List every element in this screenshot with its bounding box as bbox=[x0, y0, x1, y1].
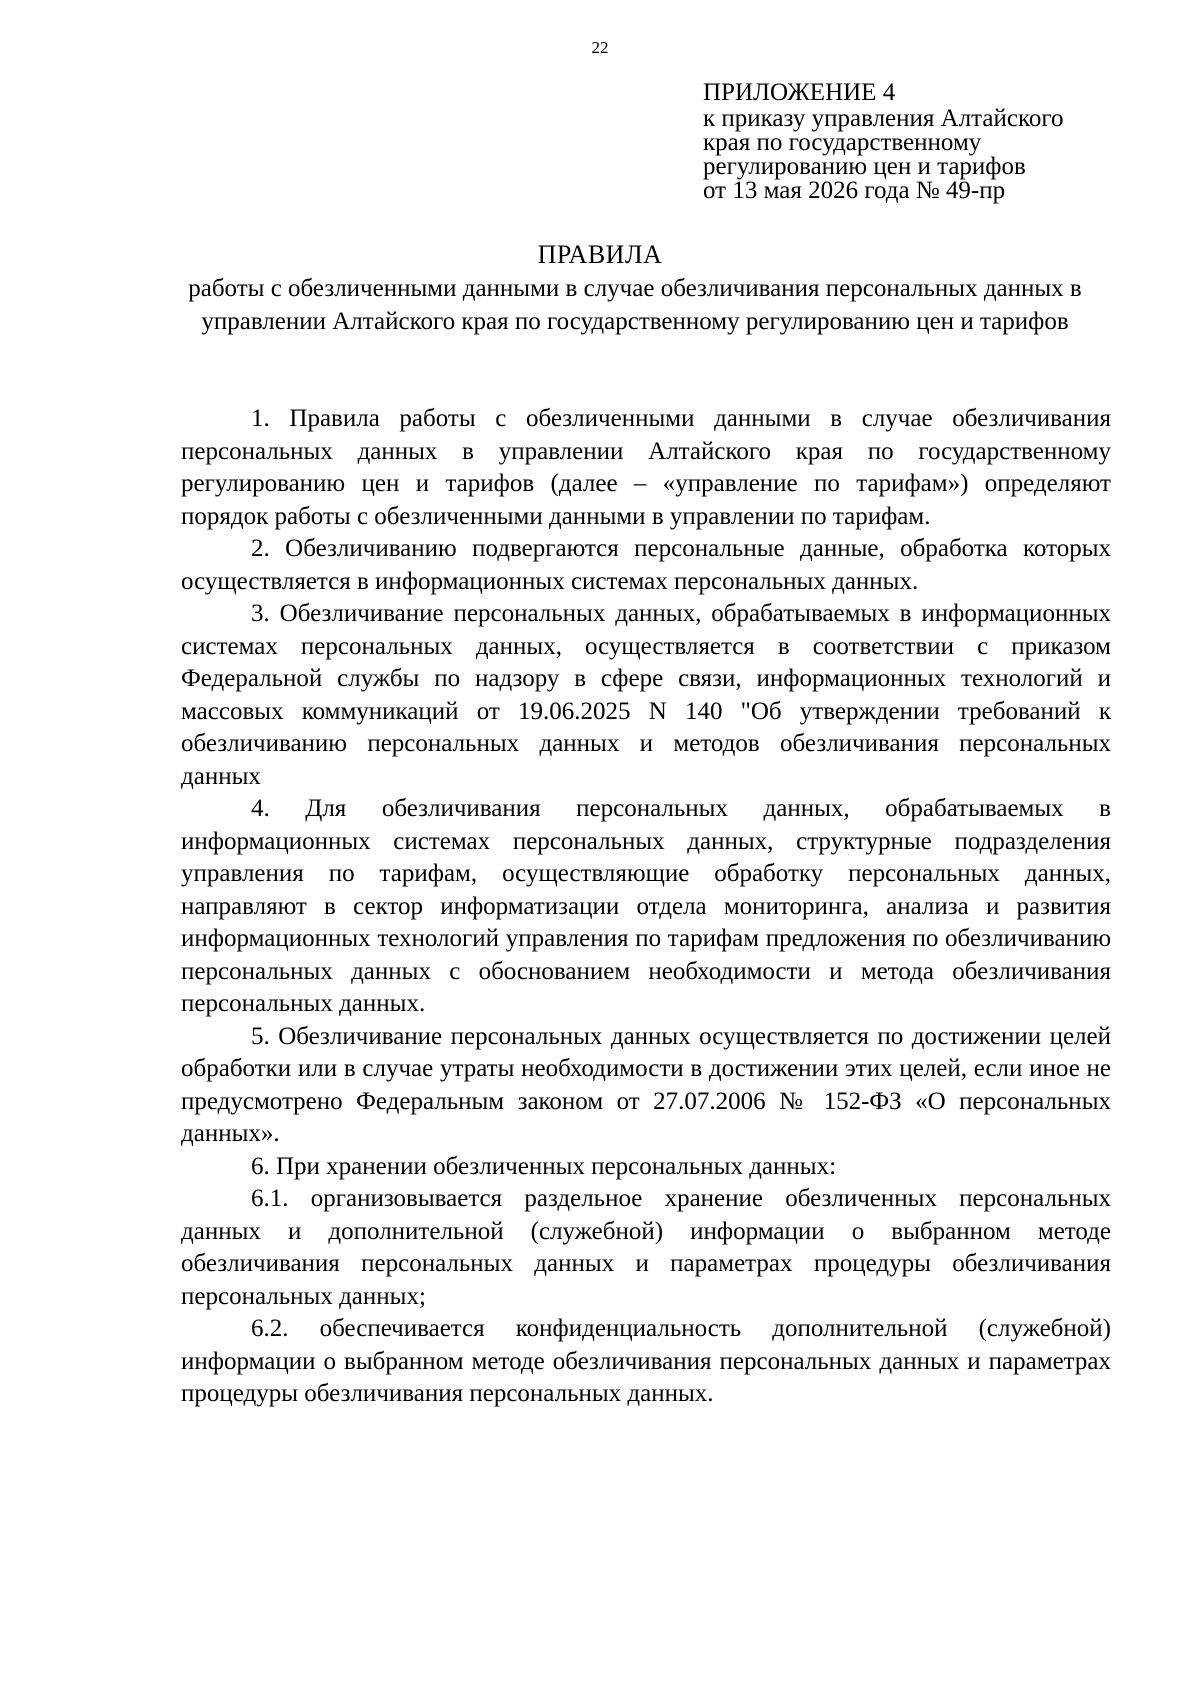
paragraph-6: 6. При хранении обезличенных персональных данных: bbox=[251, 1152, 837, 1180]
appendix-title: ПРИЛОЖЕНИЕ 4 bbox=[703, 79, 896, 106]
paragraph-3: 3. Обезличивание персональных данных, обрабатываемых в информационных системах персональных данных, осуществляется в соответствии с приказом Федеральной службы по надзору в сфере связи, информационных технологий и массовых коммуникаций от 19.06.2025 N 140 "Об утверждении требований к обезличиванию персональных данных и методов обезличивания персональных данных bbox=[181, 600, 1111, 790]
appendix-line: края по государственному bbox=[703, 129, 982, 156]
page-number: 22 bbox=[591, 38, 609, 57]
appendix-header bbox=[703, 79, 1173, 203]
document-body bbox=[181, 403, 1111, 1411]
document-subtitle: работы с обезличенными данными в случае обезличивания персональных данных в управлении Алтайского края по государственному регулированию цен и тарифов bbox=[188, 275, 1082, 335]
paragraph-6-2: 6.2. обеспечивается конфиденциальность дополнительной (служебной) информации о выбранном методе обезличивания персональных данных и параметрах процедуры обезличивания персональных данных. bbox=[181, 1315, 1111, 1407]
document-title: ПРАВИЛА bbox=[537, 240, 663, 269]
appendix-line: от 13 мая 2026 года № 49-пр bbox=[703, 177, 1006, 204]
appendix-line: к приказу управления Алтайского bbox=[703, 105, 1064, 132]
paragraph-2: 2. Обезличиванию подвергаются персональные данные, обработка которых осуществляется в информационных системах персональных данных. bbox=[181, 535, 1111, 595]
appendix-line: регулированию цен и тарифов bbox=[703, 153, 1026, 180]
paragraph-4: 4. Для обезличивания персональных данных, обрабатываемых в информационных системах персональных данных, структурные подразделения управления по тарифам, осуществляющие обработку персональных данных, направляют в сектор информатизации отдела мониторинга, анализа и развития информационных технологий управления по тарифам предложения по обезличиванию персональных данных с обоснованием необходимости и метода обезличивания персональных данных. bbox=[181, 795, 1111, 1017]
paragraph-5: 5. Обезличивание персональных данных осуществляется по достижении целей обработки или в случае утраты необходимости в достижении этих целей, если иное не предусмотрено Федеральным законом от 27.07.2006 № 152-ФЗ «О персональных данных». bbox=[181, 1022, 1111, 1147]
paragraph-1: 1. Правила работы с обезличенными данными в случае обезличивания персональных данных в управлении Алтайского края по государственному регулированию цен и тарифов (далее – «управление по тарифам») определяют порядок работы с обезличенными данными в управлении по тарифам. bbox=[181, 405, 1111, 530]
paragraph-6-1: 6.1. организовывается раздельное хранение обезличенных персональных данных и дополнительной (служебной) информации о выбранном методе обезличивания персональных данных и параметрах процедуры обезличивания персональных данных; bbox=[181, 1185, 1111, 1310]
